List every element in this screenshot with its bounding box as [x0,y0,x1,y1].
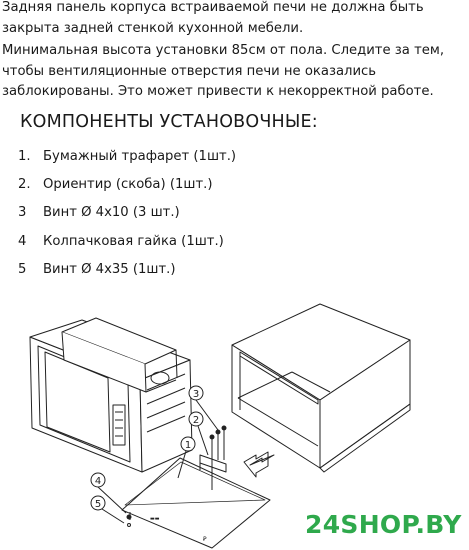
svg-text:5: 5 [94,499,102,510]
components-heading: КОМПОНЕНТЫ УСТАНОВОЧНЫЕ: [20,112,318,132]
svg-text:▬▬: ▬▬ [150,516,160,522]
component-item-1: 1. Бумажный трафарет (1шт.) [18,149,237,164]
insert-arrow-icon [244,452,274,477]
component-item-5: 5 Винт Ø 4x35 (1шт.) [18,262,176,277]
component-item-4: 4 Колпачковая гайка (1шт.) [18,234,224,249]
component-item-2: 2. Ориентир (скоба) (1шт.) [18,177,213,192]
callout-5 [91,496,124,523]
kitchen-cabinet [232,304,410,472]
component-item-3: 3 Винт Ø 4x10 (3 шт.) [18,205,180,220]
watermark-logo: 24SHOP.BY [305,510,462,539]
microwave-oven [30,318,192,472]
intro-paragraph: Задняя панель корпуса встраиваемой печи не должна быть закрыта задней стенкой кухонной мебели. [2,0,424,36]
svg-text:1: 1 [184,440,192,451]
svg-text:4: 4 [94,476,102,487]
installation-height-paragraph: Минимальная высота установки 85см от пола. Следите за тем, чтобы вентиляционные отверстия печи не оказались заблокированы. Это может привести к некорректной работе. [2,43,445,99]
svg-text:Ꝑ: Ꝑ [203,536,207,543]
svg-text:2: 2 [192,415,200,426]
svg-text:3: 3 [192,389,200,400]
